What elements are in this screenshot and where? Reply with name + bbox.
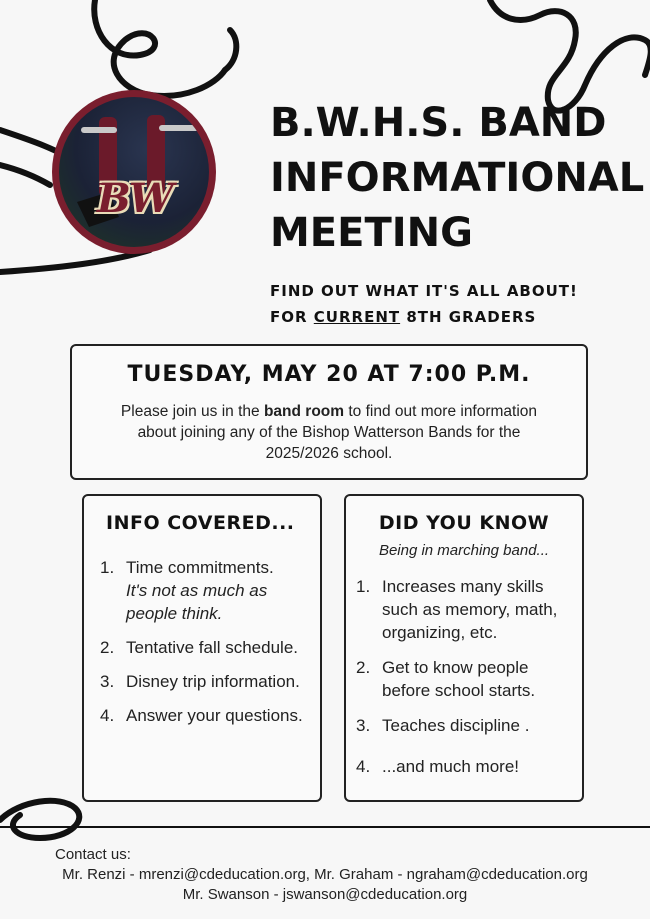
list-item bbox=[100, 704, 310, 727]
invite-bold: band room bbox=[263, 403, 345, 420]
info-list bbox=[100, 556, 310, 727]
list-number: 1. bbox=[100, 558, 115, 577]
list-item bbox=[356, 656, 578, 702]
item-text: Time commitments. bbox=[126, 558, 274, 577]
contact-section bbox=[0, 845, 650, 905]
list-text: Increases many skills such as memory, math, organizing, etc. bbox=[382, 577, 558, 642]
list-text: Teaches discipline . bbox=[382, 716, 530, 735]
subtitle bbox=[270, 278, 578, 330]
list-item bbox=[100, 670, 310, 693]
list-number: 2. bbox=[100, 638, 115, 657]
list-text: Get to know people before school starts. bbox=[382, 658, 536, 700]
list-item bbox=[356, 575, 578, 644]
list-number: 2. bbox=[356, 658, 371, 677]
list-text: Tentative fall schedule. bbox=[126, 638, 298, 657]
subtitle-underlined: CURRENT bbox=[313, 308, 401, 326]
list-item bbox=[100, 636, 310, 659]
list-number: 3. bbox=[356, 716, 371, 735]
item-note: It's not as much as people think. bbox=[126, 581, 268, 623]
did-you-know-box bbox=[344, 494, 584, 802]
page-title bbox=[270, 96, 645, 261]
list-item bbox=[356, 755, 578, 778]
subtitle-pre: FOR bbox=[270, 308, 314, 326]
title-line-1: B.W.H.S. BAND bbox=[270, 100, 607, 146]
list-item bbox=[356, 714, 578, 737]
list-number: 1. bbox=[356, 577, 371, 596]
event-box bbox=[70, 344, 588, 480]
list-text: Answer your questions. bbox=[126, 706, 303, 725]
subtitle-line-2 bbox=[270, 304, 578, 330]
band-logo-photo bbox=[59, 97, 209, 247]
list-number: 4. bbox=[100, 706, 115, 725]
info-heading: INFO COVERED... bbox=[106, 512, 295, 534]
know-subheading: Being in marching band... bbox=[378, 542, 550, 559]
list-item bbox=[100, 556, 310, 625]
marching-band-silhouette bbox=[59, 97, 209, 247]
know-list bbox=[356, 575, 578, 778]
title-line-3: MEETING bbox=[270, 210, 473, 256]
info-covered-box bbox=[82, 494, 322, 802]
logo-monogram: BW bbox=[97, 175, 172, 222]
contact-line-1: Mr. Renzi - mrenzi@cdeducation.org, Mr. Graham - ngraham@cdeducation.org bbox=[62, 866, 588, 883]
list-number: 4. bbox=[356, 757, 371, 776]
list-number: 3. bbox=[100, 672, 115, 691]
subtitle-post: 8TH GRADERS bbox=[400, 308, 537, 326]
title-line-2: INFORMATIONAL bbox=[270, 155, 645, 201]
contact-label: Contact us: bbox=[55, 846, 131, 863]
band-logo bbox=[52, 90, 216, 254]
contact-line-2: Mr. Swanson - jswanson@cdeducation.org bbox=[182, 886, 468, 903]
invite-post: to find out more information about joining any of the Bishop Watterson Bands for the 2025/2026 school. bbox=[137, 403, 538, 462]
event-invite bbox=[102, 401, 556, 464]
invite-pre: Please join us in the bbox=[120, 403, 264, 420]
know-heading: DID YOU KNOW bbox=[378, 512, 550, 534]
subtitle-line-1: FIND OUT WHAT IT'S ALL ABOUT! bbox=[270, 282, 578, 300]
event-date: TUESDAY, MAY 20 AT 7:00 P.M. bbox=[127, 362, 531, 387]
list-text: ...and much more! bbox=[382, 757, 520, 776]
list-text: Disney trip information. bbox=[126, 672, 300, 691]
footer-divider bbox=[0, 826, 650, 828]
list-text bbox=[126, 556, 310, 625]
